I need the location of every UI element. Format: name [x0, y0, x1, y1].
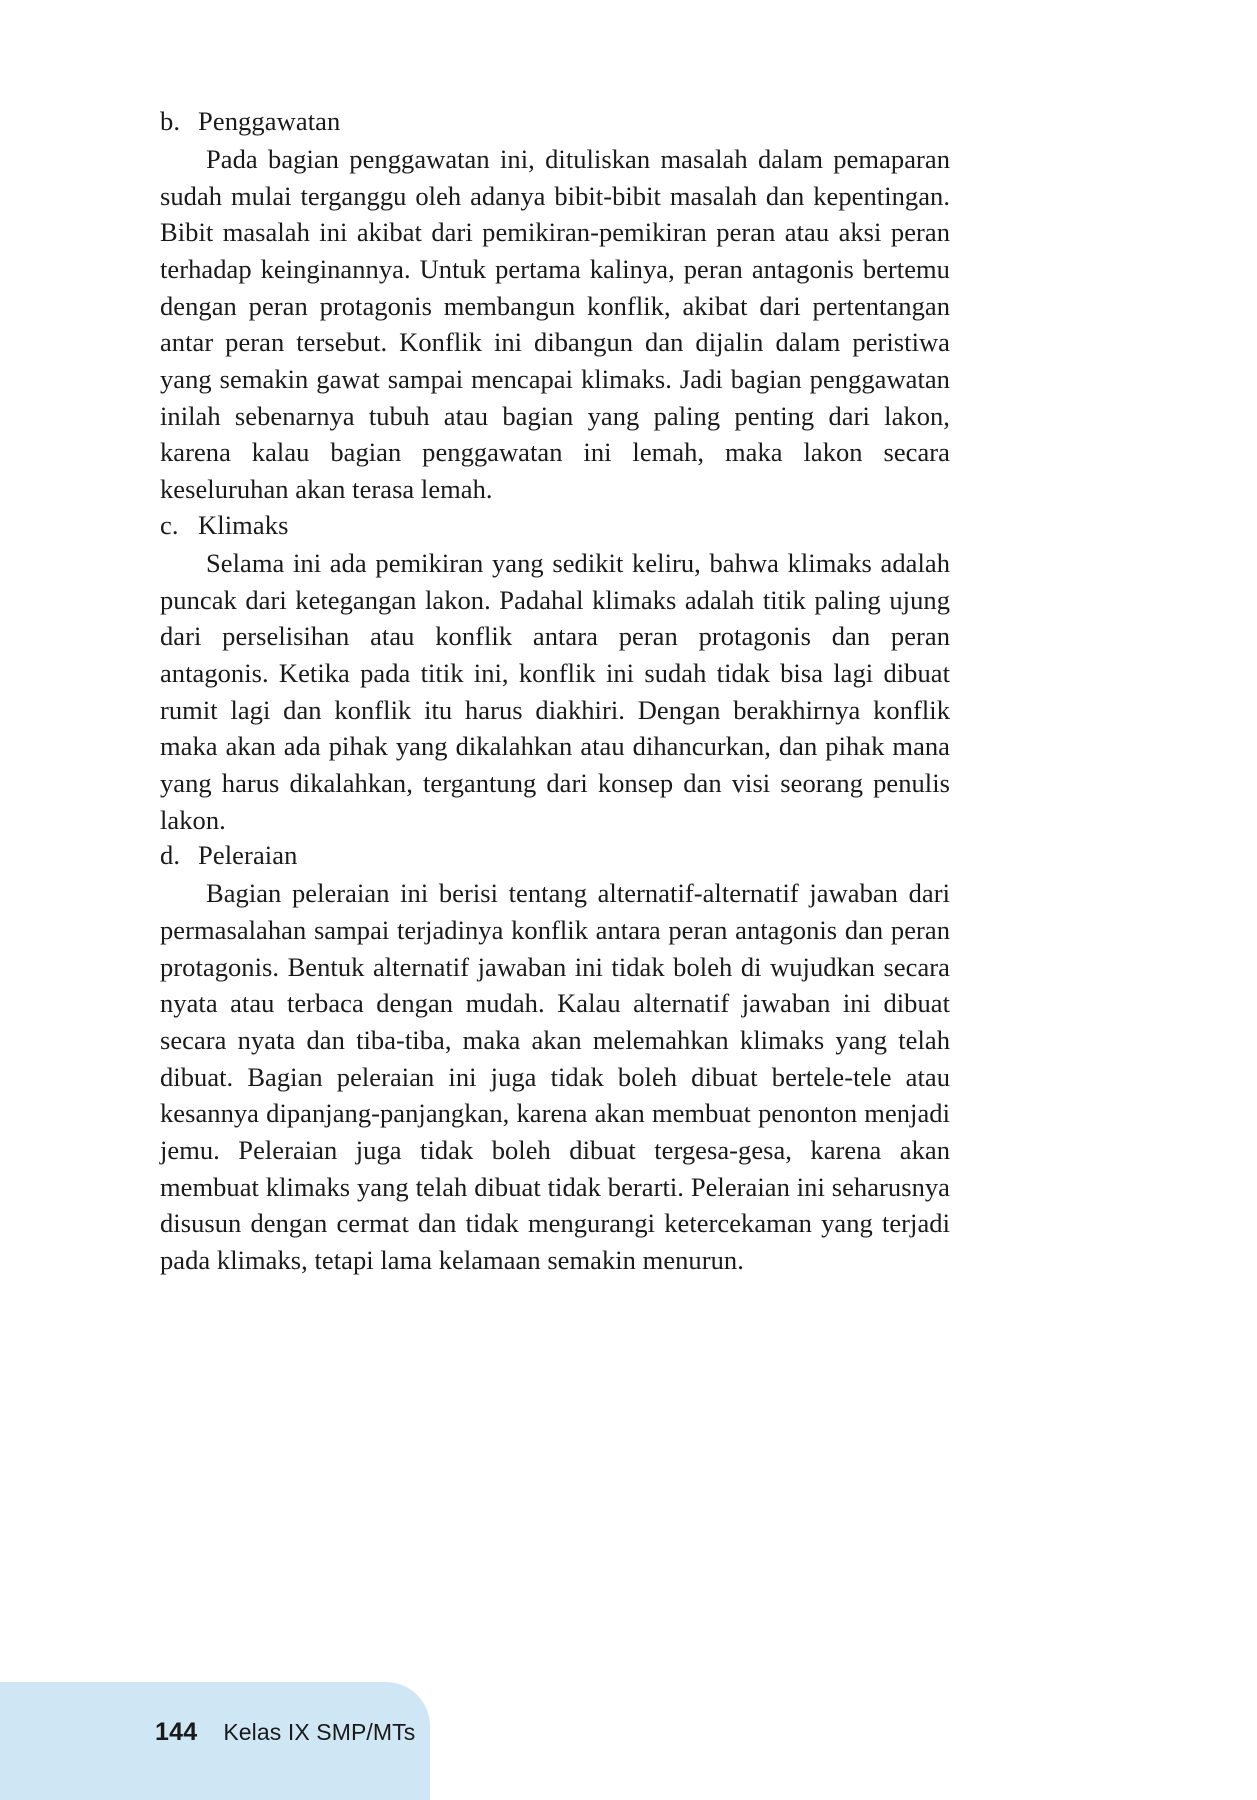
page-content: [160, 104, 950, 1279]
section-heading-klimaks: [160, 508, 950, 543]
section-title: Penggawatan: [198, 106, 341, 136]
section-title: Peleraian: [198, 840, 298, 871]
paragraph-penggawatan: Pada bagian penggawatan ini, dituliskan masalah dalam pemaparan sudah mulai terganggu oleh adanya bibit-bibit masalah dan kepentingan. Bibit masalah ini akibat dari pemikiran-pemikiran peran atau aksi peran terhadap keinginannya. Untuk pertama kalinya, peran antagonis bertemu dengan peran protagonis membangun konflik, akibat dari pertentangan antar peran tersebut. Konflik ini dibangun dan dijalin dalam peristiwa yang semakin gawat sampai mencapai klimaks. Jadi bagian penggawatan inilah sebenarnya tubuh atau bagian yang paling penting dari lakon, karena kalau bagian penggawatan ini lemah, maka lakon secara keseluruhan akan terasa lemah.: [160, 143, 950, 505]
section-title: Klimaks: [198, 509, 289, 540]
paragraph-klimaks: Selama ini ada pemikiran yang sedikit keliru, bahwa klimaks adalah puncak dari ketegangan lakon. Padahal klimaks adalah titik paling ujung dari perselisihan atau konflik antara peran protagonis dan peran antagonis. Ketika pada titik ini, konflik ini sudah tidak bisa lagi dibuat rumit lagi dan konflik itu harus diakhiri. Dengan berakhirnya konflik maka akan ada pihak yang dikalahkan atau dihancurkan, dan pihak mana yang harus dikalahkan, tergantung dari konsep dan visi seorang penulis lakon.: [160, 547, 950, 835]
paragraph-peleraian: Bagian peleraian ini berisi tentang alternatif-alternatif jawaban dari permasalahan sampai terjadinya konflik antara peran antagonis dan peran protagonis. Bentuk alternatif jawaban ini tidak boleh di wujudkan secara nyata atau terbaca dengan mudah. Kalau alternatif jawaban ini dibuat secara nyata dan tiba-tiba, maka akan melemahkan klimaks yang telah dibuat. Bagian peleraian ini juga tidak boleh dibuat bertele-tele atau kesannya dipanjang-panjangkan, karena akan membuat penonton menjadi jemu. Peleraian juga tidak boleh dibuat tergesa-gesa, karena akan membuat klimaks yang telah dibuat tidak berarti. Peleraian ini seharusnya disusun dengan cermat dan tidak mengurangi ketercekaman yang terjadi pada klimaks, tetapi lama kelamaan semakin menurun.: [160, 878, 950, 1276]
section-marker: d.: [160, 840, 181, 871]
page-number: 144: [155, 1718, 198, 1746]
section-marker: b.: [160, 106, 181, 136]
section-heading-penggawatan: [160, 104, 950, 139]
section-heading-peleraian: [160, 838, 950, 873]
section-marker: c.: [160, 509, 179, 540]
book-level-label: Kelas IX SMP/MTs: [223, 1719, 416, 1745]
page-footer: [155, 1718, 415, 1747]
